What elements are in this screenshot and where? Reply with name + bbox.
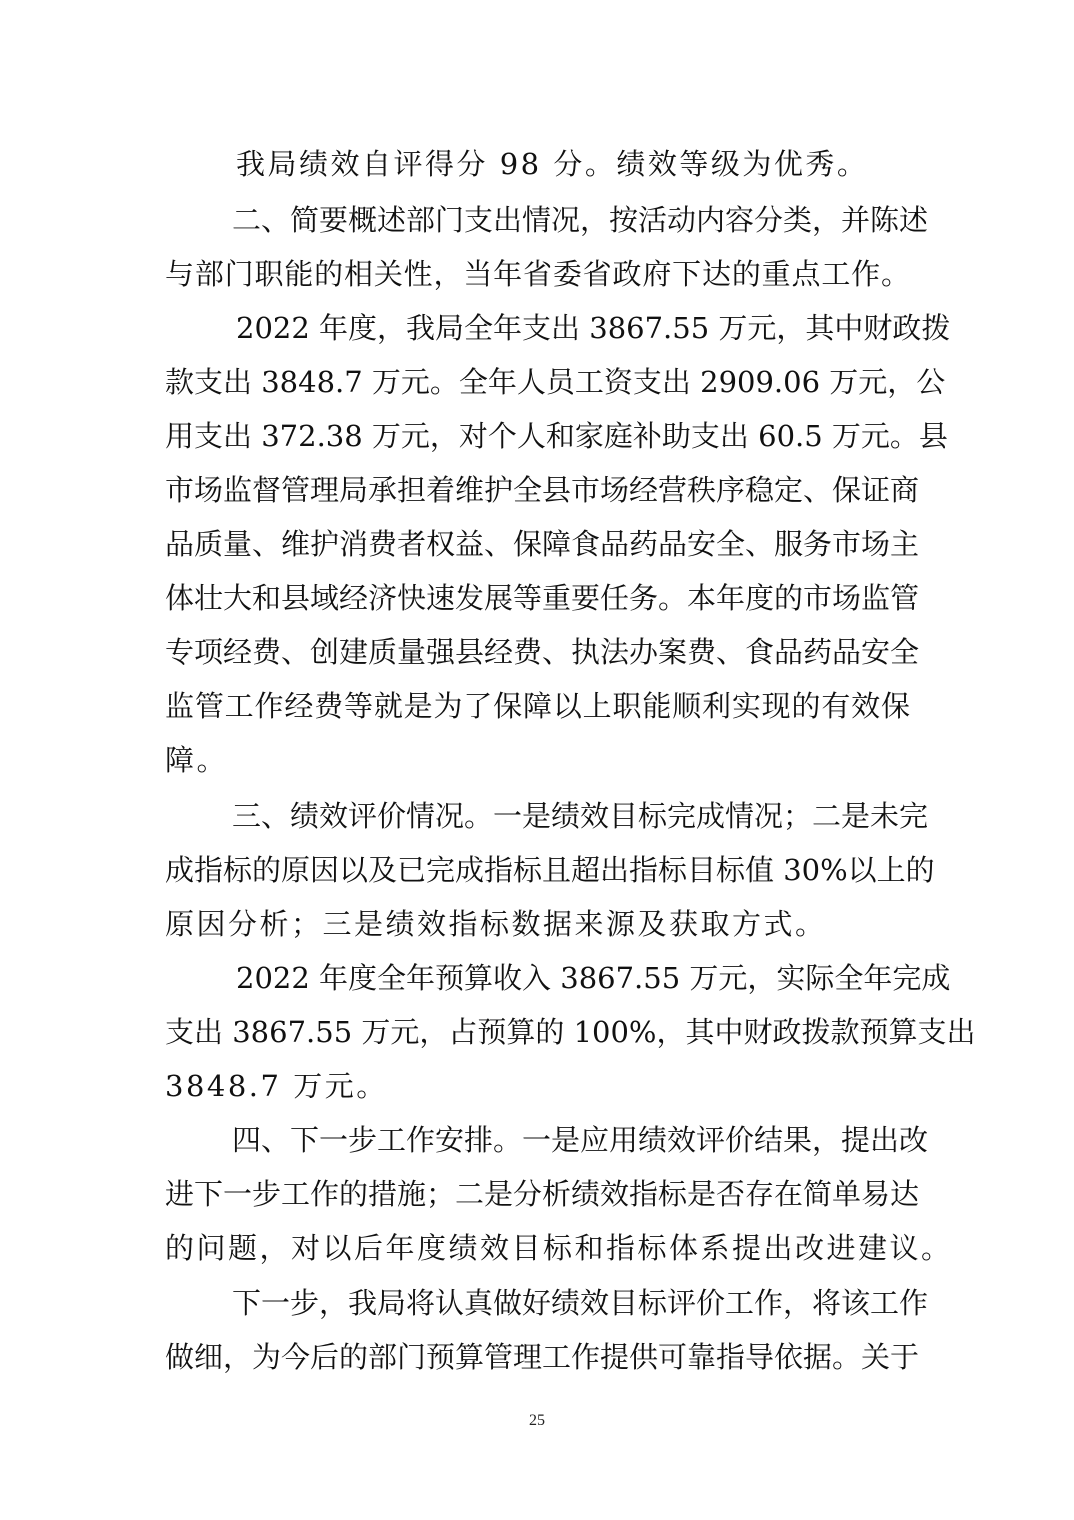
paragraph-line: 用支出 372.38 万元，对个人和家庭补助支出 60.5 万元。县 bbox=[165, 419, 948, 453]
paragraph-line: 进下一步工作的措施；二是分析绩效指标是否存在简单易达 bbox=[165, 1177, 920, 1211]
paragraph-line: 监管工作经费等就是为了保障以上职能顺利实现的有效保 bbox=[165, 689, 910, 723]
paragraph-line: 3848.7 万元。 bbox=[165, 1069, 388, 1103]
paragraph-line: 四、下一步工作安排。一是应用绩效评价结果，提出改 bbox=[232, 1123, 929, 1157]
paragraph-line: 我局绩效自评得分 98 分。绩效等级为优秀。 bbox=[236, 147, 869, 181]
paragraph-line: 下一步，我局将认真做好绩效目标评价工作，将该工作 bbox=[232, 1286, 929, 1320]
paragraph-line: 专项经费、创建质量强县经费、执法办案费、食品药品安全 bbox=[165, 635, 920, 669]
paragraph-line: 市场监督管理局承担着维护全县市场经营秩序稳定、保证商 bbox=[165, 473, 920, 507]
paragraph-line: 支出 3867.55 万元，占预算的 100%，其中财政拨款预算支出 bbox=[165, 1015, 976, 1049]
page-number: 25 bbox=[529, 1412, 545, 1429]
paragraph-line: 成指标的原因以及已完成指标且超出指标目标值 30%以上的 bbox=[165, 853, 935, 887]
paragraph-line: 品质量、维护消费者权益、保障食品药品安全、服务市场主 bbox=[165, 527, 920, 561]
paragraph-line: 款支出 3848.7 万元。全年人员工资支出 2909.06 万元，公 bbox=[165, 365, 946, 399]
paragraph-line: 做细，为今后的部门预算管理工作提供可靠指导依据。关于 bbox=[165, 1340, 920, 1374]
paragraph-line: 2022 年度全年预算收入 3867.55 万元，实际全年完成 bbox=[236, 961, 951, 995]
paragraph-line: 三、绩效评价情况。一是绩效目标完成情况；二是未完 bbox=[232, 799, 929, 833]
paragraph-line: 体壮大和县域经济快速发展等重要任务。本年度的市场监管 bbox=[165, 581, 920, 615]
paragraph-line: 2022 年度，我局全年支出 3867.55 万元，其中财政拨 bbox=[236, 311, 951, 345]
paragraph-line: 二、简要概述部门支出情况，按活动内容分类，并陈述 bbox=[232, 203, 929, 237]
paragraph-line: 与部门职能的相关性，当年省委省政府下达的重点工作。 bbox=[165, 257, 910, 291]
paragraph-line: 的问题，对以后年度绩效目标和指标体系提出改进建议。 bbox=[165, 1231, 953, 1265]
paragraph-line: 原因分析；三是绩效指标数据来源及获取方式。 bbox=[165, 907, 827, 941]
paragraph-line: 障。 bbox=[165, 743, 229, 777]
